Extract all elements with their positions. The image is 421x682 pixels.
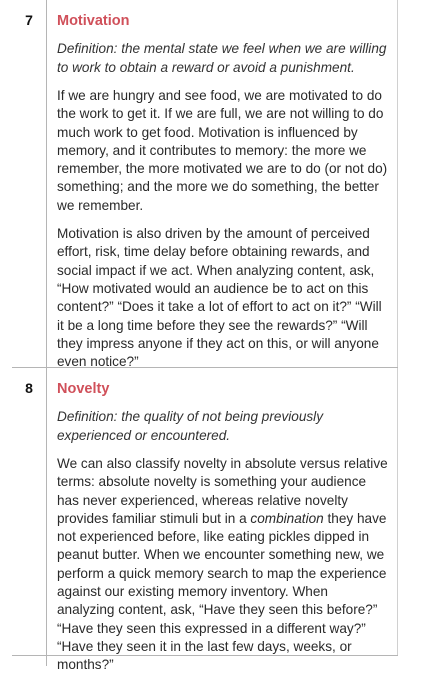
entry-title: Motivation — [57, 13, 130, 29]
table-border — [397, 0, 398, 367]
definitions-table — [12, 0, 398, 673]
table-border — [397, 368, 398, 655]
row-number: 7 — [12, 0, 47, 367]
entry-paragraph: If we are hungry and see food, we are motivated to do the work to get it. If we are full, we are not willing to do much work to get food. Motivation is influenced by memory, and it contributes to memory: the more we remember, the more motivated we are to do (or not do) something; and the more we do something, the better we remember. — [57, 88, 388, 213]
entry-paragraph — [57, 455, 388, 675]
table-bottom-edge — [12, 654, 398, 666]
column-divider — [46, 654, 47, 666]
entry-paragraph: Motivation is also driven by the amount of perceived effort, risk, time delay before obtaining rewards, and social impact if we act. When analyzing content, ask, “How motivated would an audience be to act on this content?” “Does it take a lot of effort to act on it?” “Will it be a long time before they see the rewards?” “Will they impress anyone if they act on this, or will anyone even notice?” — [57, 226, 382, 370]
paragraph-text: they have not experienced before, like eating pickles dipped in peanut butter. When we encounter something new, we perform a quick memory search to map the experience against our existing memory inventory. When analyzing content, ask, “Have they seen this before?” “Have they seen this expressed in a different way?” “Have they seen it in the last few days, weeks, or months?” — [57, 510, 387, 673]
emphasized-word: combination — [250, 510, 324, 526]
row-content — [47, 0, 398, 370]
table-row — [12, 368, 398, 673]
paragraph-text: We can also classify novelty in absolute versus relative terms: absolute novelty is something your audience has never experienced, whereas relative novelty provides familiar stimuli but in a — [57, 456, 388, 526]
table-row — [12, 0, 398, 368]
entry-definition: Definition: the mental state we feel when we are willing to work to obtain a reward or avoid a punishment. — [57, 41, 387, 75]
entry-definition: Definition: the quality of not being previously experienced or encountered. — [57, 409, 323, 443]
row-number: 8 — [12, 368, 47, 655]
entry-title: Novelty — [57, 381, 110, 397]
row-content — [47, 368, 398, 673]
